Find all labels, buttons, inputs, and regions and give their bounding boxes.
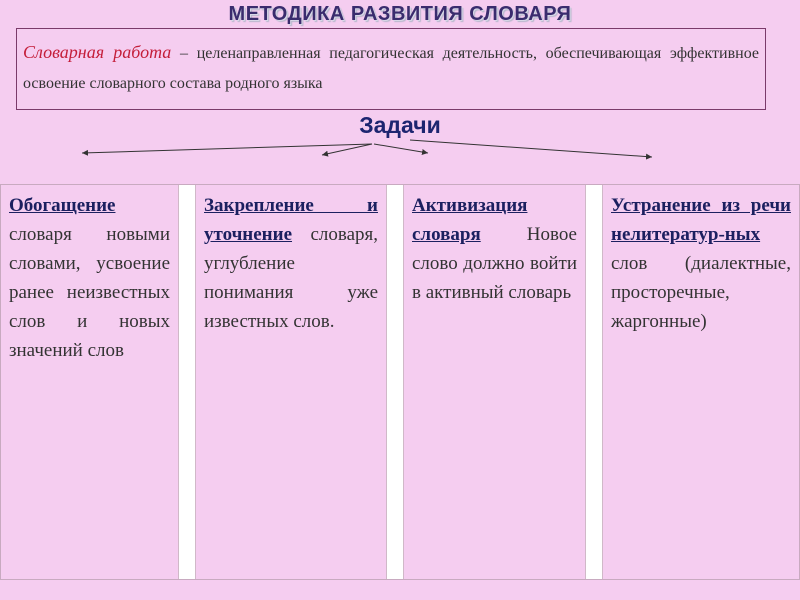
- task-heading: Активизация словаря: [412, 195, 528, 245]
- task-body: слов (диалектные, просторечные, жаргонные): [611, 253, 791, 332]
- tasks-arrows: [0, 130, 800, 170]
- definition-text: – целенаправленная педагогическая деятельность, обеспечивающая эффективное освоение словарного состава родного языка: [23, 45, 759, 92]
- tasks-heading: Задачи: [359, 112, 441, 138]
- arrow-to-column-4: [410, 140, 652, 157]
- column-divider: [386, 185, 404, 579]
- task-heading: Закрепление и уточнение: [204, 195, 378, 245]
- task-column-elimination: [603, 185, 799, 579]
- task-body: Новое слово должно войти в активный словарь: [412, 224, 577, 303]
- task-body: словаря, углубление понимания уже известных слов.: [204, 224, 378, 332]
- arrow-to-column-1: [82, 144, 372, 153]
- page-title: МЕТОДИКА РАЗВИТИЯ СЛОВАРЯ: [228, 3, 572, 25]
- tasks-table: [0, 184, 800, 580]
- arrow-to-column-3: [374, 144, 428, 153]
- definition-term: Словарная работа: [23, 42, 172, 62]
- task-column-consolidation: [196, 185, 386, 579]
- task-column-enrichment: [1, 185, 178, 579]
- column-divider: [585, 185, 603, 579]
- task-body: словаря новыми словами, усвоение ранее неизвестных слов и новых значений слов: [9, 224, 170, 361]
- task-column-activation: [404, 185, 585, 579]
- column-divider: [178, 185, 196, 579]
- task-heading: Обогащение: [9, 195, 116, 216]
- task-heading: Устранение из речи нелитератур-ных: [611, 195, 791, 245]
- definition-box: [16, 28, 766, 110]
